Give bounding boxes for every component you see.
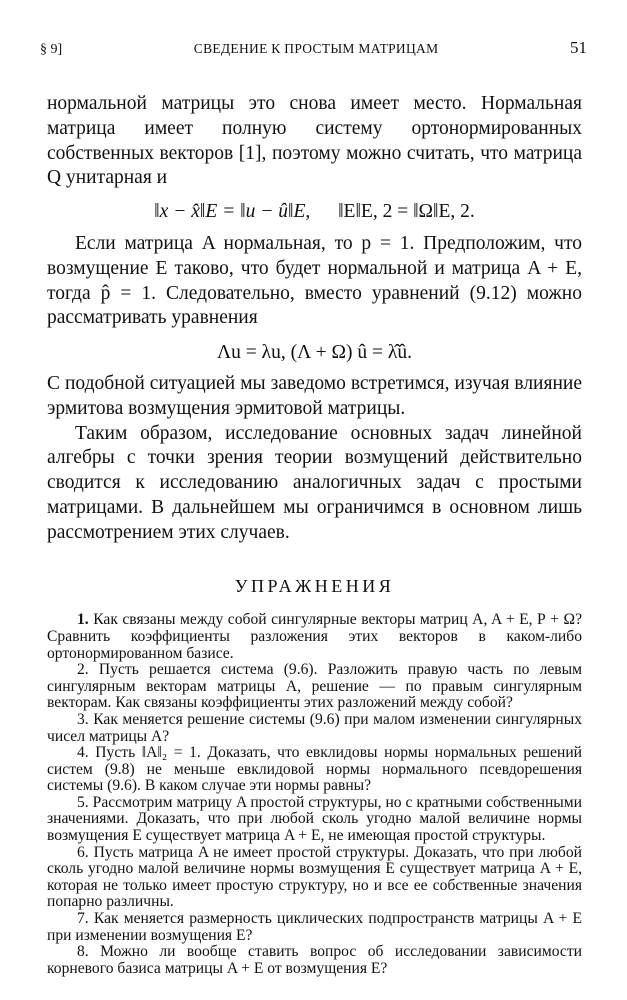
formula-norms-right: ‖E‖E, 2 = ‖Ω‖E, 2. [338, 201, 475, 223]
exercise-number: 5. [77, 793, 89, 811]
exercise-item [47, 662, 582, 712]
exercise-item [47, 612, 582, 662]
exercise-number: 8. [77, 943, 89, 961]
exercise-text: Пусть ‖A‖₂ = 1. Доказать, что евклидовы нормы нормальных решений систем (9.8) не меньше евклидовой нормы нормального псевдорешения системы (9.6). В каком случае эти нормы равны? [47, 744, 583, 795]
exercise-item [47, 712, 582, 745]
paragraph-2: Если матрица A нормальная, то p = 1. Предположим, что возмущение Е таково, что будет нормальной и матрица A + Е, тогда p̂ = 1. Следовательно, вместо уравнений (9.12) можно рассматривать уравнения [47, 232, 582, 329]
exercise-item [47, 911, 582, 944]
running-title: СВЕДЕНИЕ К ПРОСТЫМ МАТРИЦАМ [193, 41, 439, 56]
exercise-text: Пусть матрица A не имеет простой структуры. Доказать, что при любой сколь угодно малой величине нормы возмущения Е существует матрица A + Е, которая не только имеет простую структуру, но и все ее собственные значения попарно различны. [47, 843, 582, 911]
formula-equations: Λu = λu, (Λ + Ω) û = λ̂û. [217, 342, 412, 364]
exercise-text: Как меняется размерность циклических подпространств матрицы A + Е при изменении возмущения Е? [47, 910, 582, 944]
page-number: 51 [569, 38, 587, 57]
exercise-number: 4. [77, 744, 89, 762]
exercise-text: Пусть решается система (9.6). Разложить правую часть по левым сингулярным векторам матрицы A, решение — по правым сингулярным векторам. Как связаны коэффициенты этих разложений между собой? [47, 661, 583, 712]
exercise-item [47, 845, 582, 911]
formula-norms-left: ‖x − x̂‖E = ‖u − û‖E, [154, 201, 311, 223]
exercise-number: 2. [77, 661, 89, 679]
exercise-number: 3. [77, 710, 89, 728]
exercise-item [47, 795, 582, 845]
exercise-text: Рассмотрим матрицу A простой структуры, но с кратными собственными значениями. Доказать, что при любой сколь угодно малой величине нормы возмущения Е существует матрица A + Е, не имеющая простой структуры. [47, 793, 582, 845]
running-header [40, 38, 587, 58]
exercise-item [47, 944, 582, 977]
exercise-number: 6. [77, 843, 89, 861]
exercise-text: Можно ли вообще ставить вопрос об исследовании зависимости корневого базиса матрицы A + Е от возмущения Е? [47, 943, 582, 977]
exercise-number: 1. [77, 611, 89, 629]
exercises-heading: УПРАЖНЕНИЯ [234, 575, 395, 596]
paragraph-4: Таким образом, исследование основных задач линейной алгебры с точки зрения теории возмущений действительно сводится к исследованию аналогичных задач с простыми матрицами. В дальнейшем мы ограничимся в основном лишь рассмотрением этих случаев. [47, 422, 582, 543]
exercise-number: 7. [77, 910, 89, 928]
exercise-list [47, 612, 582, 977]
page-body [47, 92, 582, 977]
exercise-text: Как связаны между собой сингулярные векторы матриц A, A + Е, Р + Ω? Сравнить коэффициенты разложения этих векторов в каком-либо ортонормированном базисе. [47, 611, 582, 662]
exercise-item [47, 745, 582, 795]
formula-norms [47, 200, 582, 225]
paragraph-3: С подобной ситуацией мы заведомо встретимся, изучая влияние эрмитова возмущения эрмитовой матрицы. [47, 372, 582, 419]
exercise-text: Как меняется решение системы (9.6) при малом изменении сингулярных чисел матрицы A? [47, 710, 582, 745]
paragraph-1: нормальной матрицы это снова имеет место. Нормальная матрица имеет полную систему ортонормированных собственных векторов [1], поэтому можно считать, что матрица Q унитарная и [47, 93, 582, 189]
section-marker: § 9] [40, 42, 63, 57]
